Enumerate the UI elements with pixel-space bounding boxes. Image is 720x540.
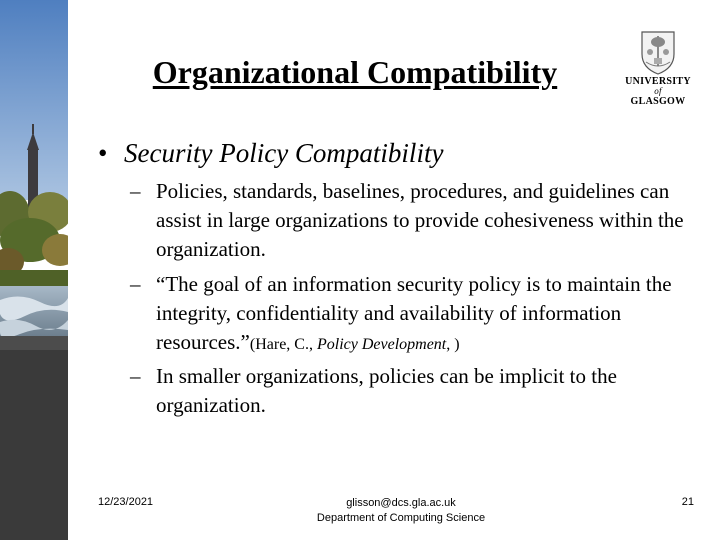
sub-item: [130, 362, 705, 420]
logo-university: UNIVERSITY: [625, 76, 691, 87]
sub-item: [130, 177, 705, 264]
slide-title: Organizational Compatibility: [152, 54, 558, 90]
logo-glasgow: GLASGOW: [630, 96, 686, 107]
logo-of: of: [654, 86, 662, 96]
citation-open: (Hare, C.,: [249, 336, 317, 353]
sub-item-text: In smaller organizations, policies can be implicit to the organization.: [156, 364, 617, 417]
citation: [250, 336, 460, 353]
footer-contact: [290, 496, 512, 526]
citation-title: Policy Development: [316, 336, 447, 353]
main-bullet: [98, 138, 443, 169]
footer-department: Department of Computing Science: [316, 512, 486, 524]
page-number: 21: [681, 496, 694, 508]
main-bullet-text: Security Policy Compatibility: [124, 138, 444, 168]
citation-close: , ): [446, 336, 460, 353]
sub-item-text: Policies, standards, baselines, procedures, and guidelines can assist in large organizations to provide cohesiveness within the organization.: [156, 179, 684, 261]
crest-icon: [640, 30, 676, 76]
bullet-dot-icon: •: [98, 138, 108, 168]
university-logo: [620, 30, 696, 122]
sub-item-text: “The goal of an information security policy is to maintain the integrity, confidentiality and availability of information resources.”: [156, 272, 672, 354]
dash-icon: –: [130, 364, 141, 388]
footer-date: 12/23/2021: [98, 496, 154, 508]
dash-icon: –: [130, 179, 141, 203]
dash-icon: –: [130, 272, 141, 296]
footer-email: glisson@dcs.gla.ac.uk: [346, 497, 456, 509]
side-photo-strip: [0, 0, 68, 540]
sub-item: [130, 270, 705, 359]
